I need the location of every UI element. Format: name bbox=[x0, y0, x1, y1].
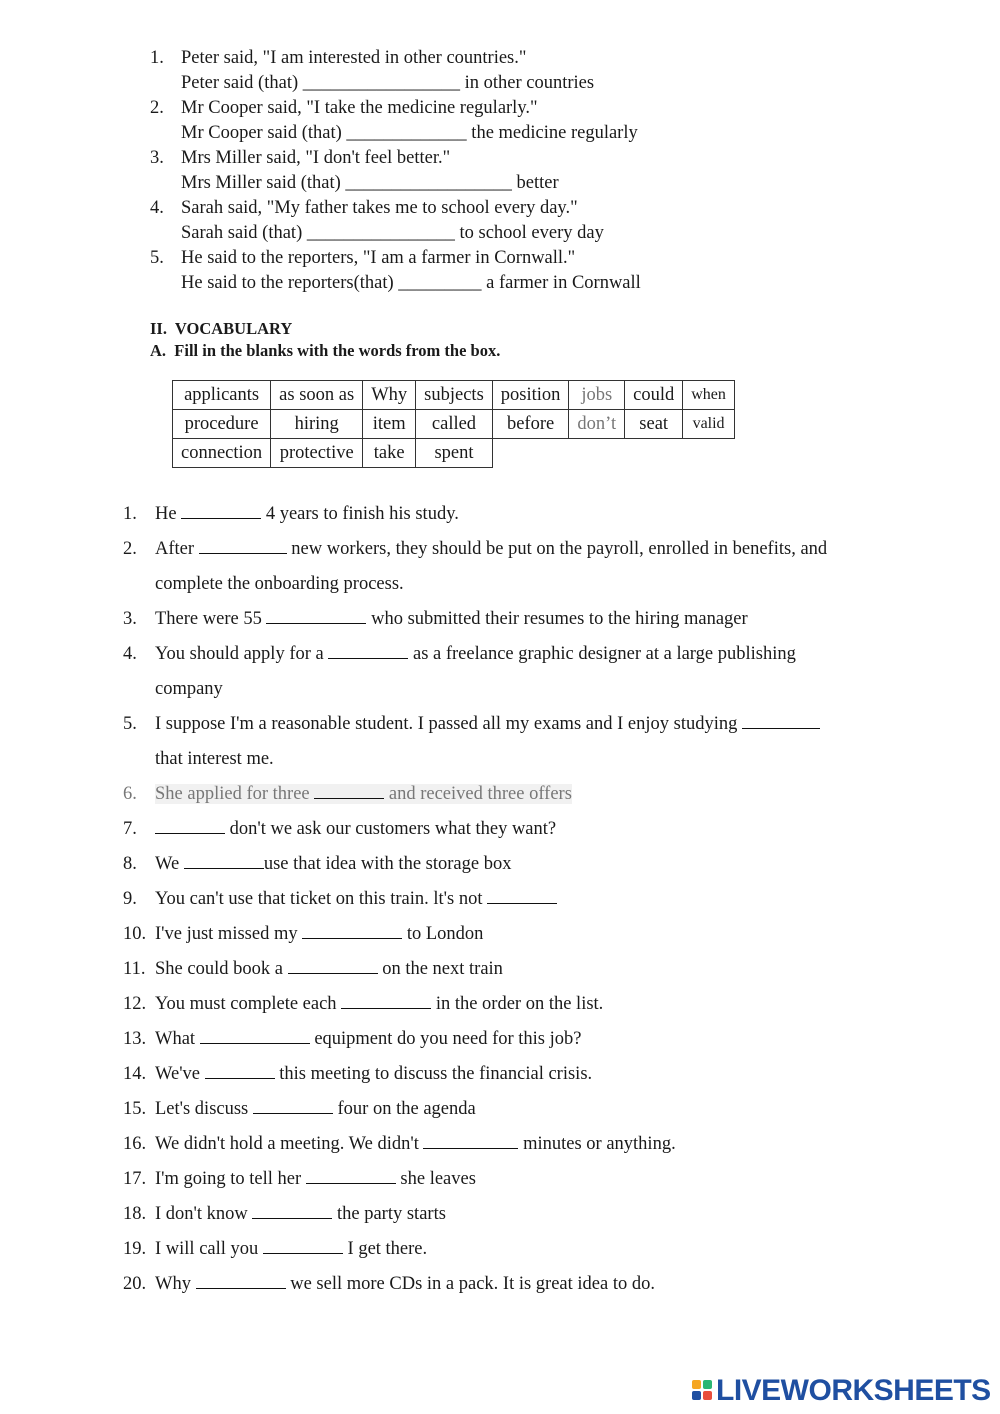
answer-blank[interactable] bbox=[314, 784, 384, 799]
question-number: 13. bbox=[123, 1029, 147, 1049]
logo-text: LIVEWORKSHEETS bbox=[716, 1374, 991, 1407]
rs-item-answer[interactable]: Mr Cooper said (that) _____________ the medicine regularly bbox=[181, 123, 638, 143]
question-number: 4. bbox=[123, 644, 137, 664]
question-item bbox=[123, 602, 880, 637]
liveworksheets-logo-icon bbox=[692, 1377, 714, 1405]
answer-blank[interactable] bbox=[205, 1064, 275, 1079]
question-text-before: She applied for three bbox=[155, 784, 315, 804]
section-instructions: A. Fill in the blanks with the words from the box. bbox=[150, 341, 501, 360]
question-text-before: I'm going to tell her bbox=[155, 1169, 306, 1189]
question-text-before: Let's discuss bbox=[155, 1099, 253, 1119]
question-text-before: There were 55 bbox=[155, 609, 267, 629]
question-item bbox=[123, 917, 880, 952]
answer-blank[interactable] bbox=[302, 924, 402, 939]
question-text-before: I suppose I'm a reasonable student. I passed all my exams and I enjoy studying bbox=[155, 714, 742, 734]
question-text-after: the party starts bbox=[332, 1204, 446, 1224]
rs-item-answer[interactable]: Sarah said (that) ________________ to school every day bbox=[181, 223, 604, 243]
word-box-row bbox=[173, 381, 735, 410]
question-text-after: on the next train bbox=[377, 959, 503, 979]
question-item bbox=[123, 812, 880, 847]
section-heading: II. VOCABULARY bbox=[150, 319, 293, 338]
question-item bbox=[123, 1162, 880, 1197]
question-text-before: After bbox=[155, 539, 199, 559]
word-cell: don’t bbox=[569, 410, 625, 439]
question-item bbox=[123, 1127, 880, 1162]
rs-item-number: 2. bbox=[150, 98, 164, 118]
question-text-before: We bbox=[155, 854, 184, 874]
question-item bbox=[123, 1232, 880, 1267]
question-item bbox=[123, 1022, 880, 1057]
rs-item-number: 4. bbox=[150, 198, 164, 218]
question-item bbox=[123, 1092, 880, 1127]
word-box-row bbox=[173, 439, 735, 468]
question-continuation: complete the onboarding process. bbox=[155, 574, 404, 594]
question-text-before: Why bbox=[155, 1274, 196, 1294]
word-cell: connection bbox=[173, 439, 271, 468]
question-number: 5. bbox=[123, 714, 137, 734]
question-number: 8. bbox=[123, 854, 137, 874]
question-item bbox=[123, 1267, 880, 1302]
question-text-before: What bbox=[155, 1029, 200, 1049]
rs-item-number: 5. bbox=[150, 248, 164, 268]
question-item bbox=[123, 637, 880, 672]
answer-blank[interactable] bbox=[253, 1099, 333, 1114]
rs-item-quote: Sarah said, "My father takes me to school every day." bbox=[181, 198, 578, 218]
question-text-before: I don't know bbox=[155, 1204, 253, 1224]
answer-blank[interactable] bbox=[306, 1169, 396, 1184]
rs-item-number: 3. bbox=[150, 148, 164, 168]
question-text-after: don't we ask our customers what they want? bbox=[225, 819, 557, 839]
answer-blank[interactable] bbox=[199, 539, 287, 554]
word-cell: seat bbox=[625, 410, 683, 439]
word-cell: applicants bbox=[173, 381, 271, 410]
question-number: 14. bbox=[123, 1064, 147, 1084]
question-number: 9. bbox=[123, 889, 137, 909]
rs-item-quote: Mr Cooper said, "I take the medicine regularly." bbox=[181, 98, 538, 118]
question-number: 17. bbox=[123, 1169, 147, 1189]
word-cell: as soon as bbox=[271, 381, 363, 410]
word-cell: jobs bbox=[569, 381, 625, 410]
question-continuation: company bbox=[155, 679, 223, 699]
question-item bbox=[123, 952, 880, 987]
question-text-after: we sell more CDs in a pack. It is great idea to do. bbox=[285, 1274, 655, 1294]
rs-item-answer[interactable]: Peter said (that) _________________ in other countries bbox=[181, 73, 595, 93]
answer-blank[interactable] bbox=[263, 1239, 343, 1254]
question-text-after: I get there. bbox=[342, 1239, 428, 1259]
question-number: 6. bbox=[123, 784, 137, 804]
answer-blank[interactable] bbox=[266, 609, 366, 624]
question-text-before: You must complete each bbox=[155, 994, 342, 1014]
answer-blank[interactable] bbox=[341, 994, 431, 1009]
rs-item-quote: Peter said, "I am interested in other countries." bbox=[181, 48, 527, 68]
answer-blank[interactable] bbox=[423, 1134, 518, 1149]
question-number: 1. bbox=[123, 504, 137, 524]
question-item bbox=[123, 1057, 880, 1092]
question-item bbox=[123, 777, 880, 812]
word-cell: protective bbox=[271, 439, 363, 468]
word-box bbox=[172, 380, 735, 468]
question-text-after: new workers, they should be put on the payroll, enrolled in benefits, and bbox=[286, 539, 828, 559]
question-text-after: she leaves bbox=[395, 1169, 476, 1189]
word-cell: Why bbox=[363, 381, 416, 410]
question-item bbox=[123, 987, 880, 1022]
answer-blank[interactable] bbox=[487, 889, 557, 904]
answer-blank[interactable] bbox=[155, 819, 225, 834]
question-text-before: We've bbox=[155, 1064, 205, 1084]
word-cell: subjects bbox=[416, 381, 493, 410]
rs-item-answer[interactable]: Mrs Miller said (that) __________________ better bbox=[181, 173, 559, 193]
question-number: 15. bbox=[123, 1099, 147, 1119]
question-text-before: You should apply for a bbox=[155, 644, 329, 664]
rs-item-number: 1. bbox=[150, 48, 164, 68]
question-item bbox=[123, 847, 880, 882]
answer-blank[interactable] bbox=[252, 1204, 332, 1219]
answer-blank[interactable] bbox=[288, 959, 378, 974]
question-text-after: to London bbox=[402, 924, 484, 944]
question-number: 3. bbox=[123, 609, 137, 629]
question-text-after: 4 years to finish his study. bbox=[261, 504, 459, 524]
answer-blank[interactable] bbox=[181, 504, 261, 519]
answer-blank[interactable] bbox=[742, 714, 820, 729]
question-text-after: equipment do you need for this job? bbox=[309, 1029, 582, 1049]
question-text-before: You can't use that ticket on this train. lt's not bbox=[155, 889, 488, 909]
question-number: 12. bbox=[123, 994, 147, 1014]
question-item bbox=[123, 707, 880, 742]
question-text-after: four on the agenda bbox=[332, 1099, 476, 1119]
question-continuation: that interest me. bbox=[155, 749, 274, 769]
answer-blank[interactable] bbox=[200, 1029, 310, 1044]
word-cell: called bbox=[416, 410, 493, 439]
question-number: 16. bbox=[123, 1134, 147, 1154]
question-text-after: as a freelance graphic designer at a large publishing bbox=[408, 644, 796, 664]
word-box-row bbox=[173, 410, 735, 439]
question-text-before: I've just missed my bbox=[155, 924, 303, 944]
question-number: 2. bbox=[123, 539, 137, 559]
word-cell: before bbox=[492, 410, 569, 439]
rs-item-quote: He said to the reporters, "I am a farmer in Cornwall." bbox=[181, 248, 576, 268]
question-text-before: We didn't hold a meeting. We didn't bbox=[155, 1134, 424, 1154]
word-cell: hiring bbox=[271, 410, 363, 439]
question-number: 7. bbox=[123, 819, 137, 839]
word-cell: spent bbox=[416, 439, 493, 468]
word-cell: could bbox=[625, 381, 683, 410]
question-number: 11. bbox=[123, 959, 146, 979]
question-item bbox=[123, 882, 880, 917]
question-number: 18. bbox=[123, 1204, 147, 1224]
question-text-before: He bbox=[155, 504, 182, 524]
question-text-after: in the order on the list. bbox=[431, 994, 604, 1014]
question-text-before: She could book a bbox=[155, 959, 288, 979]
answer-blank[interactable] bbox=[328, 644, 408, 659]
answer-blank[interactable] bbox=[184, 854, 264, 869]
word-cell: item bbox=[363, 410, 416, 439]
question-text-after: and received three offers bbox=[384, 784, 572, 804]
word-cell: when bbox=[683, 381, 735, 410]
question-text-before: I will call you bbox=[155, 1239, 263, 1259]
question-text-after: this meeting to discuss the financial crisis. bbox=[274, 1064, 593, 1084]
rs-item-quote: Mrs Miller said, "I don't feel better." bbox=[181, 148, 451, 168]
question-number: 20. bbox=[123, 1274, 147, 1294]
question-item bbox=[123, 532, 880, 567]
word-cell: take bbox=[363, 439, 416, 468]
question-number: 19. bbox=[123, 1239, 147, 1259]
question-item bbox=[123, 1197, 880, 1232]
word-cell: valid bbox=[683, 410, 735, 439]
rs-item-answer[interactable]: He said to the reporters(that) _________ a farmer in Cornwall bbox=[181, 273, 641, 293]
question-text-after: minutes or anything. bbox=[518, 1134, 676, 1154]
word-cell: position bbox=[492, 381, 569, 410]
liveworksheets-logo bbox=[692, 1374, 991, 1408]
question-text-after: who submitted their resumes to the hiring manager bbox=[366, 609, 748, 629]
question-item bbox=[123, 497, 880, 532]
answer-blank[interactable] bbox=[196, 1274, 286, 1289]
word-cell: procedure bbox=[173, 410, 271, 439]
question-number: 10. bbox=[123, 924, 147, 944]
question-text-after: use that idea with the storage box bbox=[263, 854, 512, 874]
